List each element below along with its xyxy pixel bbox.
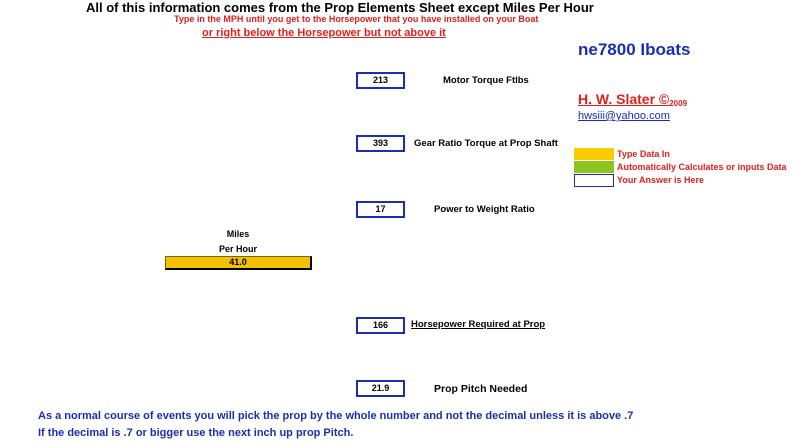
mph-label-miles: Miles (226, 229, 250, 239)
author-year: 2009 (669, 99, 688, 108)
author-name: H. W. Slater © (578, 91, 670, 107)
legend-swatch-calculated (574, 161, 614, 173)
legend-label-input: Type Data In (617, 149, 670, 159)
legend-swatch-answer (574, 174, 614, 187)
footer-note-line-2: If the decimal is .7 or bigger use the next inch up prop Pitch. (38, 427, 354, 439)
brand-name: ne7800 Iboats (578, 40, 691, 59)
power-weight-ratio-value: 17 (356, 201, 405, 218)
author-credit (578, 91, 687, 108)
author-email-link[interactable]: hwsiii@yahoo.com (578, 110, 670, 122)
horsepower-required-label: Horsepower Required at Prop (411, 319, 546, 330)
motor-torque-value: 213 (356, 72, 405, 89)
horsepower-required-value: 166 (356, 317, 405, 334)
mph-input-cell[interactable]: 41.0 (165, 256, 312, 270)
gear-ratio-torque-label: Gear Ratio Torque at Prop Shaft (414, 138, 558, 149)
power-weight-ratio-label: Power to Weight Ratio (434, 204, 535, 215)
mph-instruction-limit: or right below the Horsepower but not above it (202, 27, 446, 39)
legend-label-calculated: Automatically Calculates or inputs Data (617, 162, 787, 172)
footer-note-line-1: As a normal course of events you will pick the prop by the whole number and not the decimal unless it is above .7 (38, 410, 634, 422)
legend-swatch-input (574, 148, 614, 160)
prop-pitch-label: Prop Pitch Needed (434, 383, 528, 395)
motor-torque-label: Motor Torque Ftlbs (443, 75, 529, 86)
prop-pitch-value: 21.9 (356, 380, 405, 397)
mph-instruction: Type in the MPH until you get to the Horsepower that you have installed on your Boat (174, 14, 539, 24)
mph-label-per-hour: Per Hour (218, 244, 257, 254)
legend-label-answer: Your Answer is Here (617, 175, 705, 185)
gear-ratio-torque-value: 393 (356, 135, 405, 152)
sheet-title: All of this information comes from the Prop Elements Sheet except Miles Per Hour (86, 0, 594, 15)
